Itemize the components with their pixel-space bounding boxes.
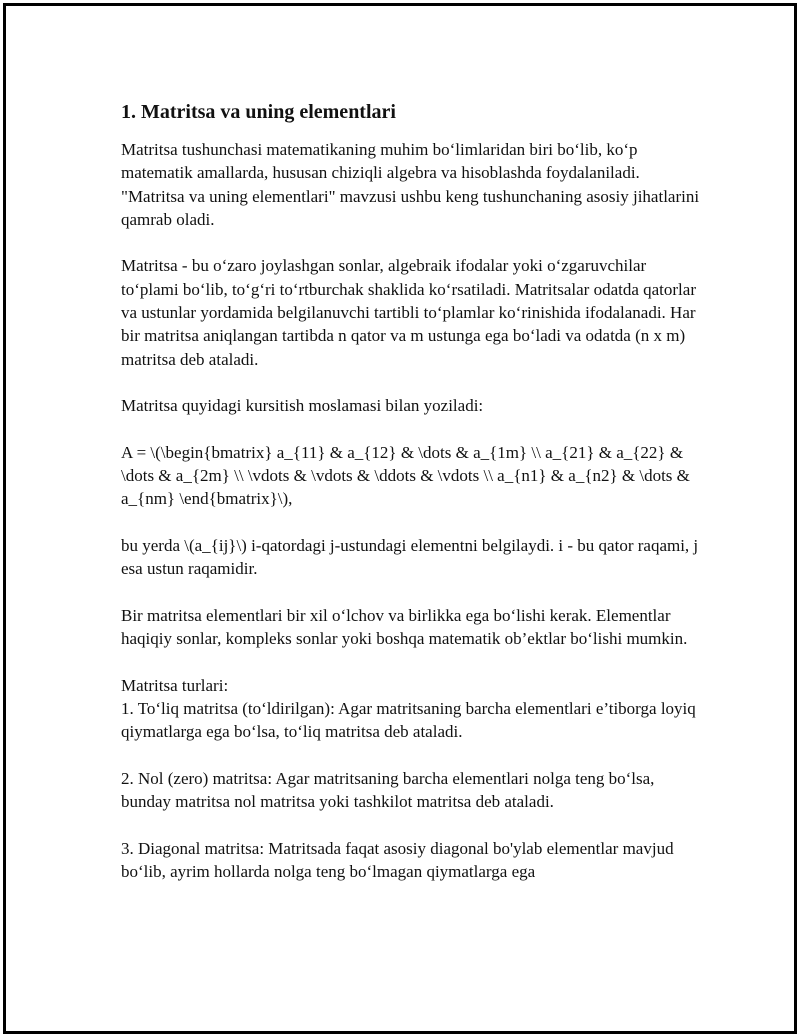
document-title: 1. Matritsa va uning elementlari bbox=[121, 101, 396, 123]
document-body bbox=[121, 98, 701, 907]
matrix-type-zero: 2. Nol (zero) matritsa: Agar matritsaning barcha elementlari nolga teng bo‘lsa, bunday matritsa nol matritsa yoki tashkilot matritsa deb ataladi. bbox=[121, 769, 655, 812]
paragraph-element-explanation: bu yerda \(a_{ij}\) i-qatordagi j-ustundagi elementni belgilaydi. i - bu qator raqami, j esa ustun raqamidir. bbox=[121, 536, 699, 579]
matrix-type-diagonal: 3. Diagonal matritsa: Matritsada faqat asosiy diagonal bo'ylab elementlar mavjud bo‘lib, ayrim hollarda nolga teng bo‘lmagan qiymatlarga ega bbox=[121, 838, 674, 882]
matrix-types-heading: Matritsa turlari: bbox=[121, 675, 229, 695]
paragraph-matrix-formula: A = \(\begin{bmatrix} a_{11} & a_{12} & \dots & a_{1m} \\ a_{21} & a_{22} & \dots & a_{2m} \\ \vdots & \vdots & \ddots & \vdots \\ a_{n1} & a_{n2} & \dots & a_{nm} \end{bmatrix}\), bbox=[121, 442, 690, 509]
paragraph-element-properties: Bir matritsa elementlari bir xil o‘lchov va birlikka ega bo‘lishi kerak. Elementlar haqiqiy sonlar, kompleks sonlar yoki boshqa matematik ob’ektlar bo‘lishi mumkin. bbox=[121, 605, 688, 649]
page-frame bbox=[3, 3, 797, 1034]
matrix-type-full: 1. To‘liq matritsa (to‘ldirilgan): Agar matritsaning barcha elementlari e’tiborga loyiq qiymatlarga ega bo‘lsa, to‘liq matritsa deb ataladi. bbox=[121, 699, 696, 742]
paragraph-intro: Matritsa tushunchasi matematikaning muhim bo‘limlaridan biri bo‘lib, ko‘p matematik amallarda, hususan chiziqli algebra va hisoblashda foydalaniladi. "Matritsa va uning elementlari" mavzusi ushbu keng tushunchaning asosiy jihatlarini qamrab oladi. bbox=[121, 140, 700, 229]
paragraph-notation-intro: Matritsa quyidagi kursitish moslamasi bilan yoziladi: bbox=[121, 396, 484, 416]
paragraph-definition: Matritsa - bu o‘zaro joylashgan sonlar, algebraik ifodalar yoki o‘zgaruvchilar to‘plami bo‘lib, to‘g‘ri to‘rtburchak shaklida ko‘rsatiladi. Matritsalar odatda qatorlar va ustunlar yordamida belgilanuvchi tartibli to‘plamlar ko‘rinishida ifodalanadi. Har bir matritsa aniqlangan tartibda n qator va m ustunga ega bo‘ladi va odatda (n x m) matritsa deb ataladi. bbox=[121, 256, 696, 369]
